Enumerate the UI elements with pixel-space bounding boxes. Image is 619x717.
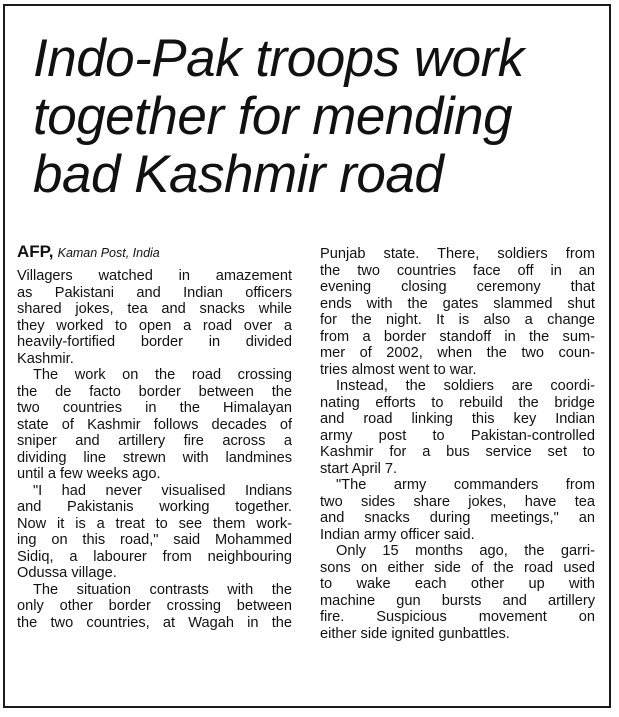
- text-line: they worked to open a road over a: [17, 317, 292, 334]
- text-line: Only 15 months ago, the garri-: [336, 543, 595, 559]
- article-column-right: [320, 246, 595, 642]
- byline: [17, 244, 292, 268]
- text-line: and road linking this key Indian: [320, 411, 595, 427]
- headline-line: bad Kashmir road: [33, 145, 444, 204]
- byline-dateline: Kaman Post, India: [57, 246, 160, 260]
- text-line: dividing line strewn with landmines: [17, 449, 292, 466]
- text-line: either side ignited gunbattles.: [320, 625, 510, 642]
- text-line: ing on this road," said Mohammed: [17, 532, 292, 548]
- text-line: Odussa village.: [17, 565, 117, 581]
- text-line: the de facto border between the: [17, 383, 292, 400]
- text-line: evening closing ceremony that: [320, 279, 595, 295]
- headline-line: Indo-Pak troops work: [33, 29, 524, 88]
- text-line: "I had never visualised Indians: [33, 482, 292, 499]
- text-line: and snacks during meetings," an: [320, 510, 595, 526]
- text-line: Sidiq, a labourer from neighbouring: [17, 548, 292, 565]
- text-line: two sides share jokes, have tea: [320, 493, 595, 510]
- text-line: machine gun bursts and artillery: [320, 592, 595, 609]
- text-line: Punjab state. There, soldiers from: [320, 246, 595, 262]
- text-line: ends with the gates slammed shut: [320, 295, 595, 312]
- text-line: Instead, the soldiers are coordi-: [336, 378, 595, 394]
- text-line: from a border standoff in the sum-: [320, 328, 595, 345]
- headline: [33, 30, 603, 204]
- text-line: Now it is a treat to see them work-: [17, 515, 292, 532]
- text-line: and Pakistanis working together.: [17, 499, 292, 515]
- text-line: Kashmir for a bus service set to: [320, 444, 595, 460]
- text-line: state of Kashmir follows decades of: [17, 416, 292, 433]
- text-line: "The army commanders from: [336, 477, 595, 493]
- text-line: until a few weeks ago.: [17, 466, 161, 482]
- byline-agency: AFP,: [17, 242, 54, 261]
- text-line: fire. Suspicious movement on: [320, 609, 595, 625]
- headline-line: together for mending: [33, 87, 513, 146]
- text-line: to wake each other up with: [320, 576, 595, 592]
- text-line: Indian army officer said.: [320, 526, 475, 543]
- text-line: Kashmir.: [17, 350, 74, 367]
- text-line: the two countries face off in an: [320, 262, 595, 279]
- text-line: two countries in the Himalayan: [17, 400, 292, 416]
- text-line: army post to Pakistan-controlled: [320, 427, 595, 444]
- article-column-left: [17, 244, 292, 631]
- text-line: shared jokes, tea and snacks while: [17, 301, 292, 317]
- text-line: for the night. It is also a change: [320, 312, 595, 328]
- text-line: as Pakistani and Indian officers: [17, 284, 292, 301]
- text-line: The work on the road crossing: [33, 367, 292, 383]
- text-line: the two countries, at Wagah in the: [17, 614, 292, 631]
- text-line: heavily-fortified border in divided: [17, 334, 292, 350]
- text-line: nating efforts to rebuild the bridge: [320, 394, 595, 411]
- text-line: mer of 2002, when the two coun-: [320, 345, 595, 361]
- text-line: sniper and artillery fire across a: [17, 433, 292, 449]
- text-line: sons on either side of the road used: [320, 559, 595, 576]
- news-clipping: [3, 4, 611, 708]
- text-line: tries almost went to war.: [320, 361, 477, 378]
- text-line: The situation contrasts with the: [33, 581, 292, 598]
- text-line: start April 7.: [320, 460, 398, 477]
- text-line: only other border crossing between: [17, 598, 292, 614]
- text-line: Villagers watched in amazement: [17, 268, 292, 284]
